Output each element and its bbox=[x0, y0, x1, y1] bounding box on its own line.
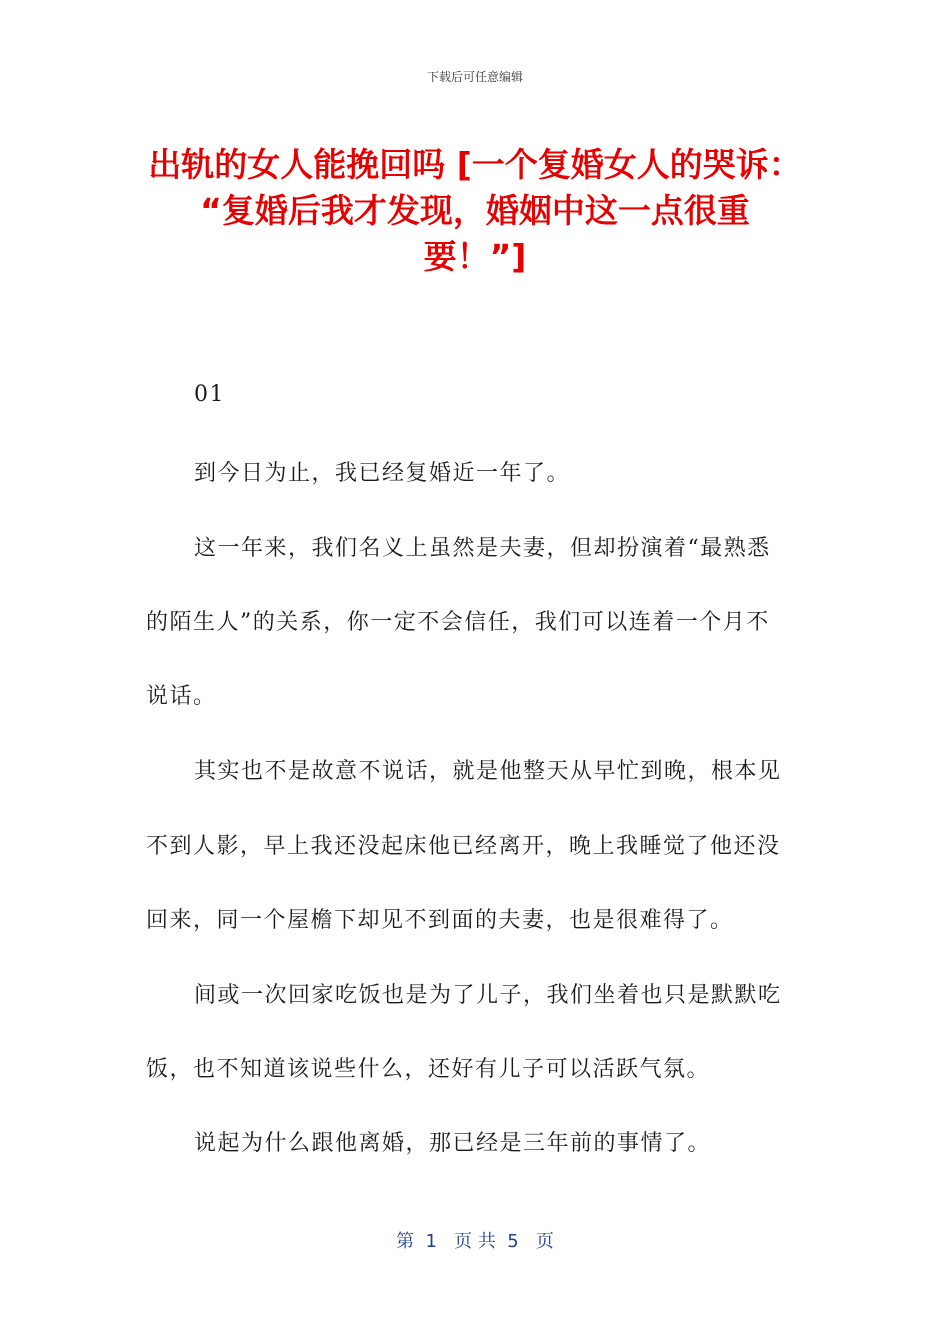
paragraph-3-line-3: 回来，同一个屋檐下却见不到面的夫妻，也是很难得了。 bbox=[146, 908, 734, 933]
title-line-2: “复婚后我才发现，婚姻中这一点很重 bbox=[200, 191, 750, 230]
title-line-3: 要！”] bbox=[423, 237, 527, 276]
paragraph-3-line-2: 不到人影，早上我还没起床他已经离开，晚上我睡觉了他还没 bbox=[146, 834, 781, 859]
page-number-footer: 第 1 页 共 5 页 bbox=[396, 1231, 554, 1252]
title-line-1: 出轨的女人能挽回吗 [一个复婚女人的哭诉： bbox=[148, 145, 802, 184]
paragraph-4-line-1: 间或一次回家吃饭也是为了儿子，我们坐着也只是默默吃 bbox=[194, 983, 782, 1008]
paragraph-5: 说起为什么跟他离婚，那已经是三年前的事情了。 bbox=[194, 1131, 712, 1156]
page-header-note: 下载后可任意编辑 bbox=[426, 70, 523, 84]
section-number: 01 bbox=[194, 382, 225, 407]
paragraph-1: 到今日为止，我已经复婚近一年了。 bbox=[194, 461, 571, 486]
paragraph-2-line-3: 说话。 bbox=[146, 684, 217, 709]
document-title bbox=[140, 142, 810, 280]
paragraph-2-line-2: 的陌生人”的关系，你一定不会信任，我们可以连着一个月不 bbox=[146, 610, 770, 635]
paragraph-3-line-1: 其实也不是故意不说话，就是他整天从早忙到晚，根本见 bbox=[194, 759, 782, 784]
paragraph-2-line-1: 这一年来，我们名义上虽然是夫妻，但却扮演着“最熟悉 bbox=[194, 536, 771, 561]
paragraph-4-line-2: 饭，也不知道该说些什么，还好有儿子可以活跃气氛。 bbox=[146, 1057, 711, 1082]
